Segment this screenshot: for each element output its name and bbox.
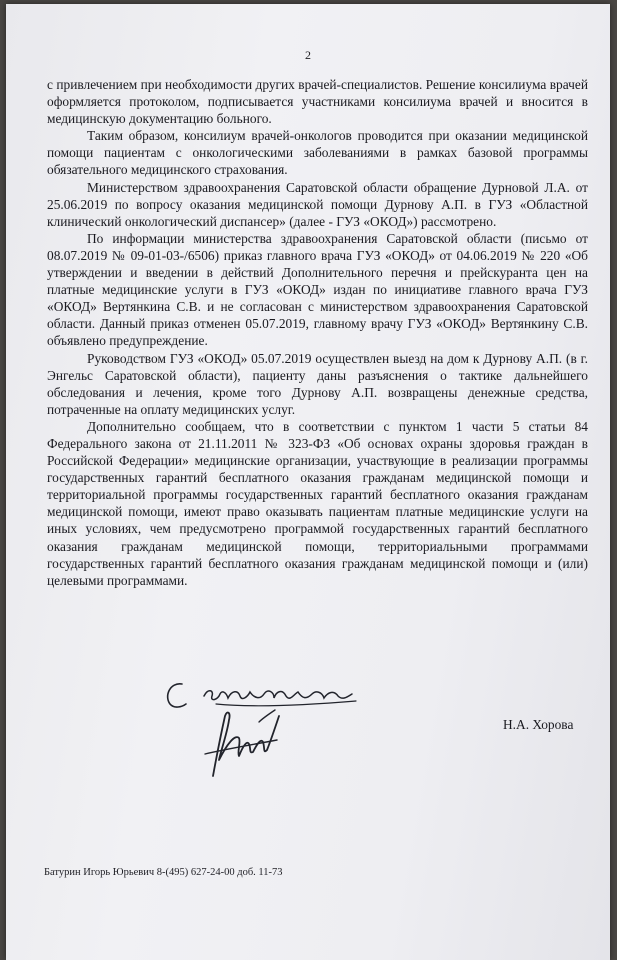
letter-body bbox=[47, 76, 588, 589]
page-number: 2 bbox=[305, 48, 311, 62]
signature bbox=[191, 694, 291, 784]
paragraph-3: Министерством здравоохранения Саратовской области обращение Дурновой Л.А. от 25.06.2019 по вопросу оказания медицинской помощи Дурнову А.П. в ГУЗ «Областной клинический онкологический диспансер» (далее - ГУЗ «ОКОД») рассмотрено. bbox=[47, 179, 588, 229]
signer-name: Н.А. Хорова bbox=[503, 717, 574, 732]
paragraph-4: По информации министерства здравоохранения Саратовской области (письмо от 08.07.2019 № 09-01-03-/6506) приказ главного врача ГУЗ «ОКОД» от 04.06.2019 № 220 «Об утверждении и введении в действий Дополнительного перечня и прейскуранта цен на платные медицинские услуги в ГУЗ «ОКОД» издан по инициативе главного врача ГУЗ «ОКОД» Вертянкина С.В. и не согласован с министерством здравоохранения Саратовской области. Данный приказ отменен 05.07.2019, главному врачу ГУЗ «ОКОД» Вертянкину С.В. объявлено предупреждение. bbox=[47, 230, 588, 349]
paragraph-5: Руководством ГУЗ «ОКОД» 05.07.2019 осуществлен выезд на дом к Дурнову А.П. (в г. Энгельс Саратовской области), пациенту даны разъяснения о тактике дальнейшего обследования и лечения, кроме того Дурнову А.П. возвращены денежные средства, потраченные на оплату медицинских услуг. bbox=[47, 350, 588, 417]
document-page bbox=[6, 4, 610, 960]
contact-line: Батурин Игорь Юрьевич 8-(495) 627-24-00 доб. 11-73 bbox=[44, 867, 283, 878]
paragraph-6: Дополнительно сообщаем, что в соответствии с пунктом 1 части 5 статьи 84 Федерального закона от 21.11.2011 № 323-ФЗ «Об основах охраны здоровья граждан в Российской Федерации» медицинские организации, участвующие в реализации программы государственных гарантий бесплатного оказания гражданам медицинской помощи и территориальной программы государственных гарантий бесплатного оказания гражданам медицинской помощи, имеют право оказывать пациентам платные медицинские услуги на иных условиях, чем предусмотрено программой государственных гарантий бесплатного оказания гражданам медицинской помощи, территориальными программами государственных гарантий бесплатного оказания гражданам медицинской помощи и (или) целевыми программами. bbox=[47, 418, 588, 588]
paragraph-1: с привлечением при необходимости других врачей-специалистов. Решение консилиума врачей оформляется протоколом, подписывается участниками консилиума врачей и вносится в медицинскую документацию больного. bbox=[47, 77, 588, 127]
paragraph-2: Таким образом, консилиум врачей-онкологов проводится при оказании медицинской помощи пациентам с онкологическими заболеваниями в рамках базовой программы обязательного медицинского страхования. bbox=[47, 128, 588, 178]
